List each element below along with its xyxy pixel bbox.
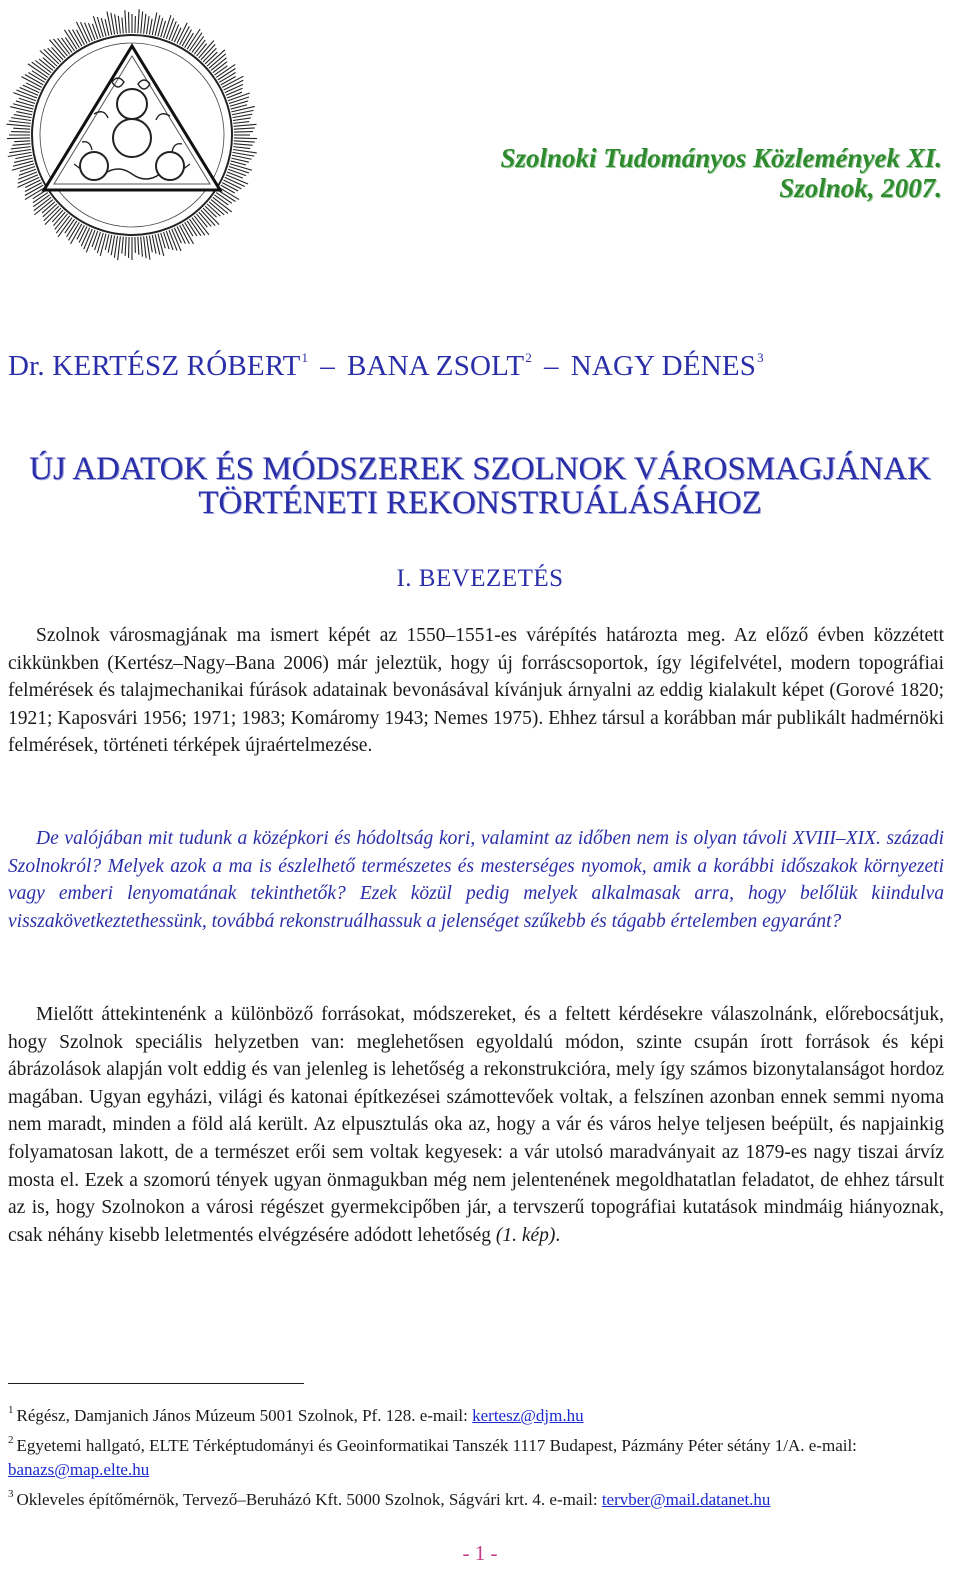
sun-ray (11, 118, 31, 121)
footnote-divider (8, 1383, 304, 1384)
page-number: - 1 - (462, 1541, 498, 1565)
sun-ray (166, 18, 173, 39)
sun-ray (13, 128, 30, 129)
sun-ray (12, 164, 34, 170)
sun-ray (233, 150, 257, 153)
sun-ray (227, 172, 243, 178)
footnote-number: 2 (8, 1434, 14, 1446)
sun-ray (234, 144, 253, 146)
sun-ray (108, 235, 112, 253)
email-link[interactable]: tervber@mail.datanet.hu (601, 1490, 771, 1509)
sun-ray (16, 112, 32, 115)
sun-ray (93, 16, 100, 38)
footnote-text: Régész, Damjanich János Múzeum 5001 Szolnok, Pf. 128. e-mail: (16, 1406, 473, 1425)
author-name: Dr. KERTÉSZ RÓBERT (8, 350, 301, 382)
sun-ray (229, 97, 249, 103)
sun-ray (9, 121, 31, 124)
sun-ray (164, 15, 171, 38)
author-separator: – (544, 350, 559, 382)
sun-ray (141, 11, 143, 33)
sun-ray (233, 118, 251, 121)
sun-ray (125, 237, 126, 256)
section-heading: I. BEVEZETÉS (396, 565, 564, 592)
sun-ray (49, 40, 65, 58)
article-title-line: TÖRTÉNETI REKONSTRUÁLÁSÁHOZ (198, 485, 762, 521)
sun-ray (172, 24, 179, 41)
paragraph-text: Mielőtt áttekintenénk a különböző forrásokat, módszereket, és a feltett kérdésekre válaszolnánk, előrebocsátjuk, hogy Szolnok speciális helyzetben van: meglehetősen egyoldalú módon, szinte csupán írott források és képi ábrázolások alapján volt eddig és van jelenleg is lehetőség a rekonstrukcióra, mely így számos bizonytalanságot hordoz magában. Ugyan egyházi, világi és katonai építkezései számottevőek voltak, a felszínen azonban ennek semmi nyoma nem maradt, minden a föld alá került. Az elpusztulás oka az, hogy a vár és város helye teljesen beépült, és napjainkig folyamatosan lakott, de a természet erői sem voltak kegyesek: a vár utolsó maradványait az 1879-es nagy tiszai árvíz mosta el. Ezek a szomorú tények ugyan önmagukban még nem jelentenének megoldhatatlan feladatot, de ehhez társult az is, hogy Szolnokon a városi régészet gyermekcipőben jár, a tervszerű topográfiai kutatások mindmáig hiányoznak, csak néhány kisebb leletmentés elvégzésére adódott lehetőség (8, 1004, 944, 1246)
sun-ray (88, 23, 95, 40)
sun-ray (118, 236, 121, 260)
sun-ray (234, 132, 253, 133)
sun-ray (234, 138, 257, 139)
sun-ray (128, 12, 129, 33)
sun-ray (234, 128, 255, 129)
sun-ray (174, 28, 181, 43)
journal-name: Szolnoki Tudományos Közlemények XI. (500, 143, 942, 173)
sun-ray (118, 16, 120, 34)
email-link[interactable]: kertesz@djm.hu (472, 1406, 584, 1425)
author-name: NAGY DÉNES (570, 350, 757, 382)
sun-ray (97, 233, 103, 253)
sun-ray (144, 14, 146, 34)
sun-ray (174, 228, 181, 243)
sun-ray (28, 64, 48, 78)
sun-ray (9, 150, 31, 153)
sun-ray (203, 208, 219, 224)
footnote (8, 1398, 944, 1428)
sun-ray (95, 232, 101, 250)
sun-ray (7, 138, 30, 139)
body-paragraph: Szolnok városmagjának ma ismert képét az 1550–1551-es várépítés határozta meg. Az előző évben közzétett cikkünkben (Kertész–Nagy–Bana 2006) már jeleztük, hogy új forráscsoportok, így légifelvétel, modern topográfiai felmérések és talajmechanikai fúrások adatainak bevonásával kívánjuk árnyalni az eddig kialakult képet (Gorové 1820; 1921; Kaposvári 1956; 1971; 1983; Komáromy 1943; Nemes 1975). Ehhez társul a korábban már publikált hadmérnöki felmérések, történeti térképek újraértelmezése. (8, 625, 944, 757)
footnote (8, 1482, 944, 1512)
sun-ray (45, 208, 61, 224)
journal-logo-icon (4, 4, 260, 266)
footnote-text: Okleveles építőmérnök, Tervező–Beruházó Kft. 5000 Szolnok, Ságvári krt. 4. e-mail: (16, 1490, 602, 1509)
sun-ray (26, 83, 40, 90)
sun-ray (229, 167, 249, 173)
figure-reference: (1. kép) (495, 1224, 556, 1246)
sun-ray (228, 169, 246, 175)
article-title-line: ÚJ ADATOK ÉS MÓDSZEREK SZOLNOK VÁROSMAGJÁNAK (29, 451, 931, 487)
sun-ray (12, 144, 30, 146)
sun-ray (25, 180, 40, 188)
sun-ray (234, 141, 255, 142)
email-link[interactable]: banazs@map.elte.hu (8, 1460, 150, 1479)
sun-ray (40, 50, 57, 66)
sun-ray (97, 17, 103, 37)
sun-ray (128, 237, 129, 258)
sun-ray (15, 155, 32, 158)
sun-ray (166, 231, 173, 250)
sun-ray (194, 216, 209, 235)
footnote-number: 3 (8, 1488, 14, 1500)
sun-ray (14, 115, 32, 118)
sun-ray (199, 41, 214, 58)
sun-ray (100, 234, 106, 256)
sun-ray (149, 19, 152, 35)
sun-ray (111, 236, 114, 256)
sun-ray (144, 236, 147, 258)
sun-ray (149, 236, 152, 253)
sun-ray (138, 9, 139, 33)
footnotes (8, 1398, 944, 1512)
footnote-text: Egyetemi hallgató, ELTE Térképtudományi és Geoinformatikai Tanszék 1117 Budapest, Pázmány Péter sétány 1/A. e-mail: (16, 1436, 857, 1455)
sun-ray (6, 124, 30, 126)
sun-ray (122, 17, 123, 33)
sun-ray (14, 141, 30, 142)
journal-header (500, 143, 942, 203)
sun-ray (221, 185, 235, 193)
sun-ray (19, 169, 36, 175)
footnote (8, 1428, 944, 1482)
sun-ray (18, 172, 37, 179)
sun-ray (207, 50, 225, 66)
sun-ray (122, 237, 123, 254)
footnote-marker: 2 (525, 350, 533, 365)
sun-ray (233, 114, 253, 117)
article-title (0, 452, 960, 520)
sun-ray (234, 124, 257, 126)
footnote-marker: 3 (757, 350, 764, 365)
sun-ray (11, 147, 31, 149)
author-line (8, 350, 952, 383)
paragraph-end: . (555, 1224, 561, 1246)
sun-ray (115, 14, 118, 34)
sun-ray (125, 10, 126, 33)
sun-ray (226, 88, 243, 95)
research-questions-paragraph: De valójában mit tudunk a középkori és hódoltság kori, valamint az időben nem is olyan távoli XVIII–XIX. századi Szolnokról? Melyek azok a ma is észlelhető természetes és mesterséges nyomok, amik a korábbi időszakok környezeti vagy emberi lenyomatának tekinthetők? Ezek közül pedig melyek alkalmasak arra, hogy belőlük kiindulva visszakövetkeztethessünk, továbbá rekonstruálhassuk a jelenséget szűkebb és tágabb értelemben egyaránt? (8, 828, 944, 932)
sun-ray (23, 85, 39, 92)
sun-ray (34, 200, 53, 215)
sun-ray (147, 16, 150, 34)
sun-ray (58, 218, 72, 237)
journal-place-year: Szolnok, 2007. (779, 173, 942, 203)
sun-ray (11, 132, 30, 133)
body-paragraph (8, 1001, 944, 1249)
sun-ray (141, 237, 143, 257)
footnote-marker: 1 (301, 350, 309, 365)
sun-ray (213, 197, 232, 212)
sun-ray (230, 164, 252, 170)
sun-ray (233, 122, 249, 124)
sun-ray (147, 236, 150, 260)
author-separator: – (320, 350, 335, 382)
sun-ray (169, 21, 176, 40)
sun-ray (138, 237, 139, 255)
sun-ray (76, 30, 84, 45)
sun-ray (77, 225, 84, 239)
footnote-number: 1 (8, 1404, 14, 1416)
author-name: BANA ZSOLT (346, 350, 525, 382)
sun-ray (233, 147, 250, 149)
sun-ray (114, 236, 117, 258)
